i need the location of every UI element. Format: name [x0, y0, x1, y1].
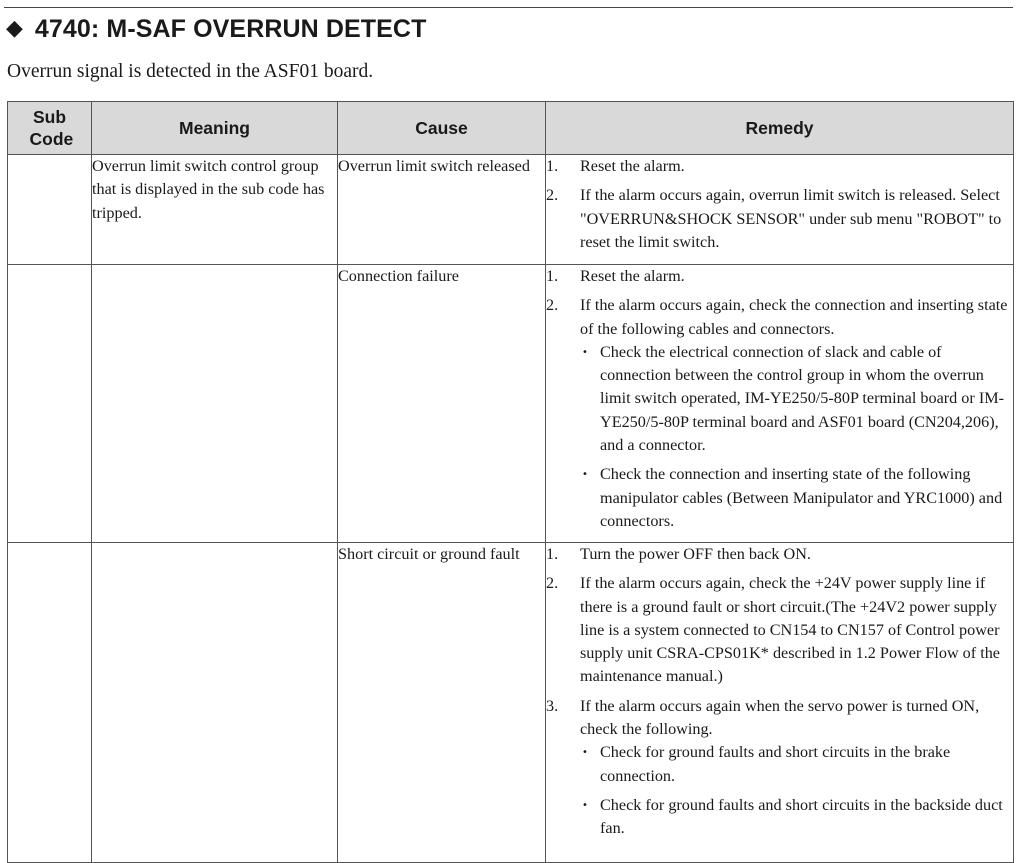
bullet-text: Check for ground faults and short circuits in the brake connection.	[600, 743, 951, 785]
remedy-cell	[546, 543, 1014, 863]
sub-code-cell	[8, 543, 92, 863]
remedy-step	[546, 543, 1013, 566]
remedy-step	[546, 155, 1013, 178]
step-text: Reset the alarm.	[580, 267, 685, 285]
table-header-row	[8, 102, 1014, 155]
bullet-dot-icon: •	[582, 799, 588, 811]
step-number: 1.	[546, 157, 559, 175]
top-rule	[4, 7, 1013, 8]
remedy-step	[546, 265, 1013, 288]
step-number: 3.	[546, 696, 559, 715]
remedy-step	[546, 695, 1013, 841]
step-text: Turn the power OFF then back ON.	[580, 545, 811, 563]
step-number: 2.	[546, 296, 559, 315]
alarm-summary: Overrun signal is detected in the ASF01 board.	[7, 61, 374, 82]
remedy-step	[546, 184, 1013, 254]
bullet-text: Check the electrical connection of slack and cable of connection between the control group in whom the overrun limit switch operated, IM-YE250/5-80P terminal board or IM-YE250/5-80P terminal board and ASF01 board (CN204,206), and a connector.	[600, 342, 1004, 455]
cause-cell: Connection failure	[338, 265, 546, 543]
header-sub-code-label: Sub Code	[29, 107, 74, 149]
step-text: If the alarm occurs again, check the connection and inserting state of the following cables and connectors.	[580, 296, 1008, 338]
meaning-cell: Overrun limit switch control group that is displayed in the sub code has tripped.	[92, 155, 338, 265]
sub-code-cell	[8, 265, 92, 543]
step-text: If the alarm occurs again when the servo power is turned ON, check the following.	[580, 696, 980, 739]
table-row	[8, 265, 1014, 543]
table-row	[8, 155, 1014, 265]
header-remedy: Remedy	[546, 102, 1014, 155]
remedy-bullet	[580, 794, 1013, 841]
step-number: 1.	[546, 267, 559, 285]
alarm-table	[7, 101, 1014, 863]
bullet-text: Check for ground faults and short circuits in the backside duct fan.	[600, 795, 1003, 838]
meaning-cell	[92, 543, 338, 863]
bullet-dot-icon: •	[582, 346, 588, 358]
sub-code-cell	[8, 155, 92, 265]
bullet-dot-icon: •	[582, 469, 588, 481]
step-text: If the alarm occurs again, check the +24V power supply line if there is a ground fault or short circuit.(The +24V2 power supply line is a system connected to CN154 to CN157 of Control power supply unit CSRA-CPS01K* described in 1.2 Power Flow of the maintenance manual.)	[580, 574, 1000, 686]
remedy-bullet	[580, 741, 1013, 788]
meaning-cell	[92, 265, 338, 543]
header-sub-code	[8, 102, 92, 155]
step-number: 1.	[546, 545, 559, 563]
step-number: 2.	[546, 574, 559, 593]
step-text: Reset the alarm.	[580, 157, 685, 175]
remedy-cell	[546, 265, 1014, 543]
step-number: 2.	[546, 186, 559, 205]
cause-cell: Overrun limit switch released	[338, 155, 546, 265]
step-text: If the alarm occurs again, overrun limit switch is released. Select "OVERRUN&SHOCK SENSOR" under sub menu "ROBOT" to reset the limit switch.	[580, 186, 1002, 251]
header-meaning: Meaning	[92, 102, 338, 155]
header-cause: Cause	[338, 102, 546, 155]
diamond-bullet-icon: ◆	[6, 16, 23, 41]
remedy-step	[546, 294, 1013, 533]
table-row	[8, 543, 1014, 863]
bullet-dot-icon: •	[582, 747, 588, 759]
alarm-title: 4740: M-SAF OVERRUN DETECT	[34, 14, 427, 43]
section-heading	[6, 13, 426, 45]
remedy-bullet	[580, 341, 1013, 457]
bullet-text: Check the connection and inserting state of the following manipulator cables (Between Manipulator and YRC1000) and connectors.	[600, 465, 1003, 530]
cause-cell: Short circuit or ground fault	[338, 543, 546, 863]
remedy-step	[546, 572, 1013, 688]
remedy-cell	[546, 155, 1014, 265]
remedy-bullet	[580, 463, 1013, 533]
